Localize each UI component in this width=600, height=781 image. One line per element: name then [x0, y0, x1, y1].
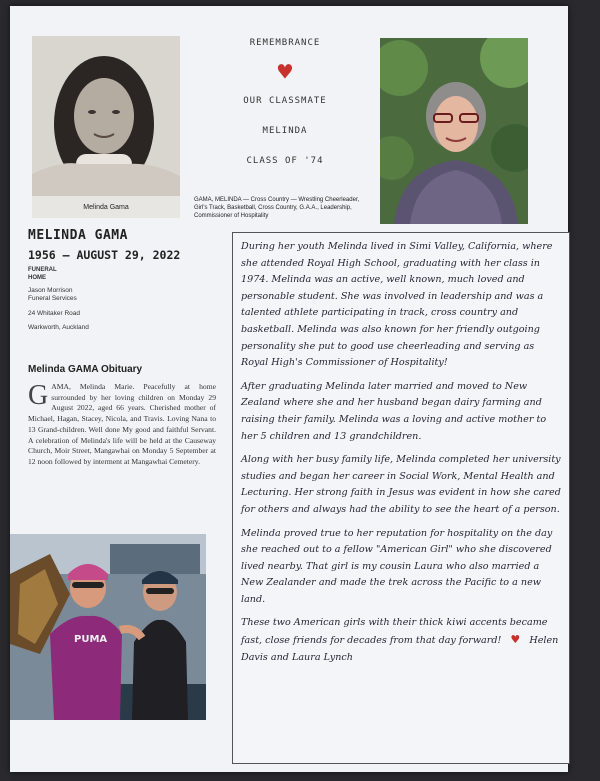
tribute-paragraph-1: During her youth Melinda lived in Simi Valley, California, where she attended Royal High School, graduating with her class in 1974. Melinda was an active, well known, much loved and personable student. She was involved in leadership and was a talented athlete participating in track, cross country and basketball. Melinda was also known for her friendly outgoing personality she put to good use cheerleading and serving as Royal High's Commissioner of Hospitality! — [241, 241, 553, 369]
tribute-paragraph-4: Melinda proved true to her reputation for hospitality on the day she reached out to a fellow "American Girl" who she discovered lived nearby. That girl is my cousin Laura who also married a New Zealander and made the trek across the Pacific to a new land. — [241, 527, 553, 605]
recent-portrait-image — [380, 38, 528, 224]
yearbook-caption: Melinda Gama — [83, 204, 129, 211]
obituary-dropcap: G — [28, 380, 49, 411]
funeral-home-line-3: 24 Whitaker Road — [28, 310, 81, 317]
yearbook-portrait-image — [32, 36, 180, 218]
obituary-text: AMA, Melinda Marie. Peacefully at home surrounded by her loving children on Monday 29 August 2022, aged 66 years. Cherished mother of Michael, Hagan, Stacey, Nicola, and Travis. Loving Nana to 13 Grand-children. Well done My good and faithful Servant. A celebration of Melinda's life will be held at the Causeway Church, Moir Street, Mangawhai on Monday 5 September at 12 noon followed by interment at Mangawhai Cemetery. — [28, 382, 216, 466]
obituary-body — [28, 382, 216, 468]
shirt-text: PUMA — [74, 634, 108, 645]
name-heading: MELINDA GAMA — [28, 228, 128, 243]
obituary-title: Melinda GAMA Obituary — [28, 364, 143, 375]
tribute-text-box — [232, 232, 570, 764]
funeral-home-line-1: Jason Morrison — [28, 287, 73, 294]
tribute-paragraph-5-text: These two American girls with their thick kiwi accents became fast, close friends for decades from that day forward! — [241, 617, 548, 647]
heart-icon: ♥ — [277, 58, 293, 86]
funeral-home-line-2: Funeral Services — [28, 295, 77, 302]
yearbook-photo — [32, 36, 180, 218]
recent-portrait-photo — [380, 38, 528, 224]
funeral-home-label: FUNERAL HOME — [28, 267, 57, 281]
classmate-name-heading: MELINDA — [262, 126, 308, 136]
friends-photo — [10, 534, 206, 720]
activities-caption: GAMA, MELINDA — Cross Country — Wrestling Cheerleader, Girl's Track, Basketball, Cross Country, G.A.A., Leadership, Commissioner of Hospitality — [194, 197, 360, 219]
signature: Helen Davis and Laura Lynch — [241, 635, 559, 663]
signature-heart-icon: ♥ — [510, 633, 521, 647]
our-classmate-heading: OUR CLASSMATE — [243, 96, 327, 106]
friends-photo-image — [10, 534, 206, 720]
tribute-paragraph-2: After graduating Melinda later married and moved to New Zealand where she and her husband began dairy farming and raising their family. Melinda was a loving and active mother to her 5 children and 13 grandchildren. — [241, 380, 547, 442]
memorial-page — [10, 6, 568, 772]
tribute-paragraph-3: Along with her busy family life, Melinda completed her university studies and began her career in Social Work, Mental Health and Lecturing. Her strong faith in Jesus was evident in how she cared for others and always had the ability to see the heart of a person. — [241, 454, 561, 515]
class-of-heading: CLASS OF '74 — [246, 156, 324, 166]
tribute-paragraph-5 — [241, 615, 561, 666]
life-dates: 1956 – AUGUST 29, 2022 — [28, 248, 181, 262]
remembrance-heading: REMEMBRANCE — [249, 38, 321, 48]
funeral-home-line-4: Warkworth, Auckland — [28, 324, 89, 331]
